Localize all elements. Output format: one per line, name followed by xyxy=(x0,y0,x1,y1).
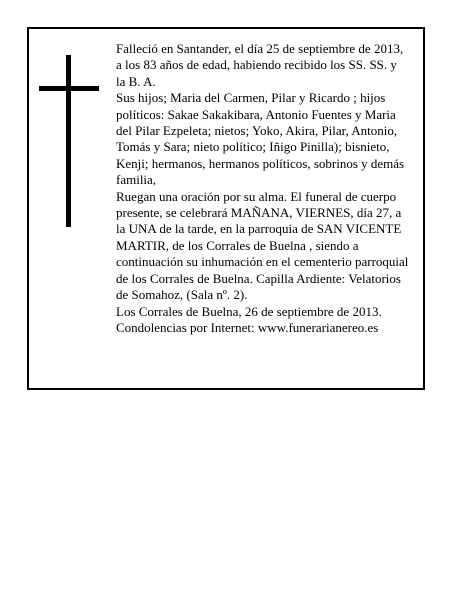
text-line: la UNA de la tarde, en la parroquia de SAN VICENTE xyxy=(116,221,402,237)
text-line: Tomás y Sara; nieto político; Iñigo Pinilla); bisnieto, xyxy=(116,139,390,155)
obituary-notice xyxy=(27,27,425,390)
text-line: a los 83 años de edad, habiendo recibido los SS. SS. y xyxy=(116,57,397,73)
text-line: Los Corrales de Buelna, 26 de septiembre de 2013. xyxy=(116,303,382,319)
text-line: de los Corrales de Buelna. Capilla Ardiente: Velatorios xyxy=(116,270,401,286)
text-line: continuación su inhumación en el cementerio parroquial xyxy=(116,254,409,270)
text-line: políticos: Sakae Sakakibara, Antonio Fuentes y Maria xyxy=(116,106,396,122)
text-line: Kenji; hermanos, hermanos políticos, sobrinos y demás xyxy=(116,155,405,171)
cross-vertical-bar xyxy=(66,55,71,227)
obituary-text xyxy=(116,41,421,336)
text-line: del Pilar Ezpeleta; nietos; Yoko, Akira, Pilar, Antonio, xyxy=(116,123,398,139)
text-line: Falleció en Santander, el día 25 de septiembre de 2013, xyxy=(116,41,404,56)
text-line: presente, se celebrará MAÑANA, VIERNES, día 27, a xyxy=(116,205,402,221)
text-line: Condolencias por Internet: www.funerarianereo.es xyxy=(116,319,379,335)
text-line: Ruegan una oración por su alma. El funeral de cuerpo xyxy=(116,188,397,204)
cross-icon xyxy=(39,55,99,227)
text-line: MARTIR, de los Corrales de Buelna , siendo a xyxy=(116,237,359,253)
text-line: de Somahoz, (Sala nº. 2). xyxy=(116,287,248,303)
text-line: Sus hijos; Maria del Carmen, Pilar y Ricardo ; hijos xyxy=(116,90,386,106)
text-line: familia, xyxy=(116,172,157,188)
text-line: la B. A. xyxy=(116,73,156,89)
cross-horizontal-bar xyxy=(39,86,99,91)
